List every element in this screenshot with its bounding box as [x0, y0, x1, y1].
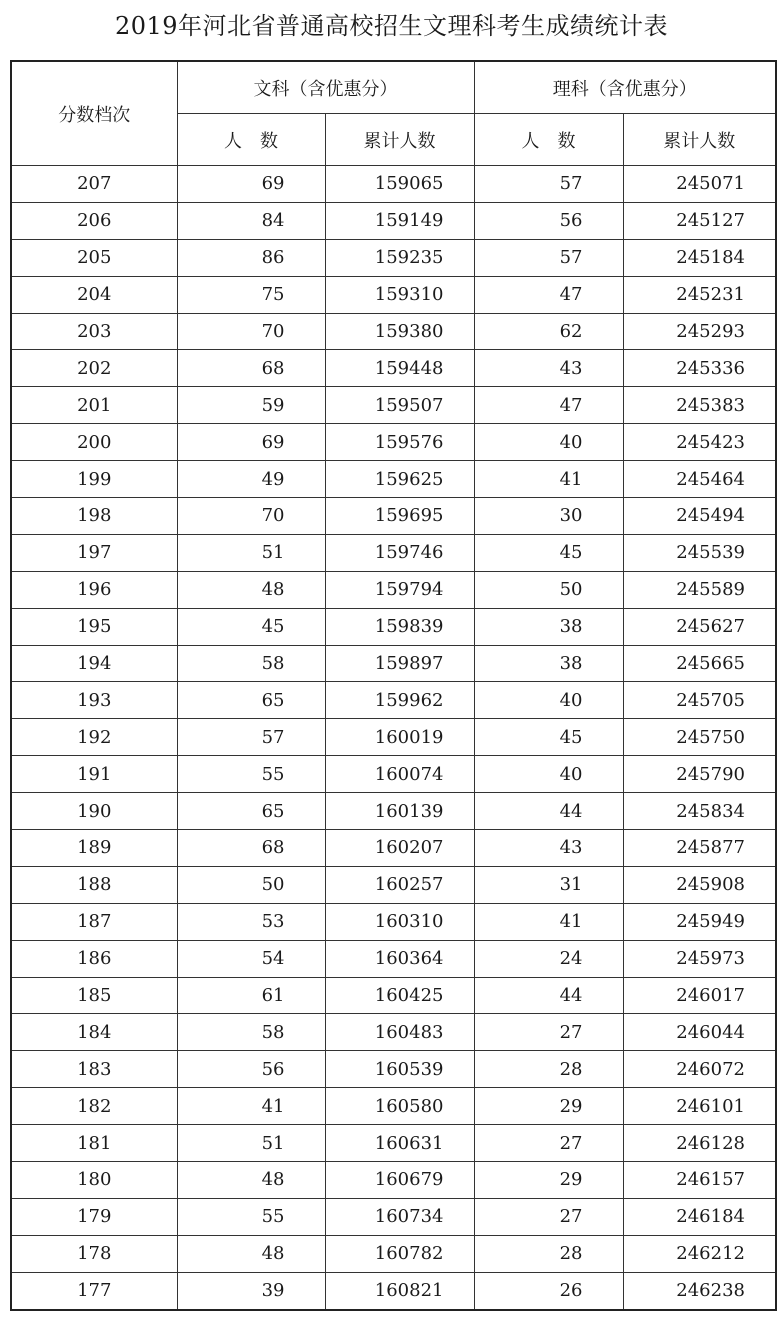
- arts-count-cell: 68: [177, 830, 325, 867]
- table-row: [11, 424, 776, 461]
- science-count-cell: 40: [474, 756, 623, 793]
- arts-count-cell: 65: [177, 793, 325, 830]
- science-count-cell: 43: [474, 830, 623, 867]
- arts-count-cell: 39: [177, 1272, 325, 1309]
- score-cell: 206: [11, 202, 177, 239]
- arts-count-cell: 69: [177, 166, 325, 203]
- score-cell: 190: [11, 793, 177, 830]
- science-count-cell: 29: [474, 1162, 623, 1199]
- arts-cumulative-cell: 159507: [325, 387, 474, 424]
- science-cumulative-cell: 245908: [623, 866, 776, 903]
- science-cumulative-cell: 245589: [623, 571, 776, 608]
- science-count-cell: 27: [474, 1125, 623, 1162]
- arts-count-cell: 48: [177, 1162, 325, 1199]
- science-cumulative-cell: 246212: [623, 1235, 776, 1272]
- science-cumulative-cell: 246072: [623, 1051, 776, 1088]
- science-cumulative-cell: 245231: [623, 276, 776, 313]
- science-count-cell: 50: [474, 571, 623, 608]
- arts-count-cell: 55: [177, 1198, 325, 1235]
- science-count-cell: 40: [474, 682, 623, 719]
- score-cell: 181: [11, 1125, 177, 1162]
- arts-cumulative-cell: 160019: [325, 719, 474, 756]
- science-count-cell: 57: [474, 166, 623, 203]
- score-cell: 200: [11, 424, 177, 461]
- science-cumulative-cell: 245790: [623, 756, 776, 793]
- score-cell: 188: [11, 866, 177, 903]
- score-cell: 205: [11, 239, 177, 276]
- arts-count-cell: 55: [177, 756, 325, 793]
- science-count-cell: 24: [474, 940, 623, 977]
- table-row: [11, 1198, 776, 1235]
- arts-count-cell: 70: [177, 313, 325, 350]
- science-count-cell: 47: [474, 276, 623, 313]
- arts-cumulative-cell: 159380: [325, 313, 474, 350]
- science-count-cell: 45: [474, 534, 623, 571]
- arts-count-cell: 68: [177, 350, 325, 387]
- score-cell: 189: [11, 830, 177, 867]
- score-cell: 182: [11, 1088, 177, 1125]
- science-cumulative-cell: 245949: [623, 903, 776, 940]
- score-cell: 191: [11, 756, 177, 793]
- table-row: [11, 350, 776, 387]
- arts-cumulative-cell: 159625: [325, 461, 474, 498]
- science-count-header: 人 数: [474, 114, 623, 166]
- science-cumulative-cell: 245184: [623, 239, 776, 276]
- science-cumulative-cell: 245071: [623, 166, 776, 203]
- score-cell: 194: [11, 645, 177, 682]
- science-group-header: 理科（含优惠分）: [474, 61, 776, 114]
- arts-cumulative-cell: 160310: [325, 903, 474, 940]
- score-cell: 199: [11, 461, 177, 498]
- arts-count-cell: 56: [177, 1051, 325, 1088]
- science-count-cell: 44: [474, 977, 623, 1014]
- science-count-cell: 27: [474, 1198, 623, 1235]
- arts-cumulative-cell: 160425: [325, 977, 474, 1014]
- arts-count-cell: 75: [177, 276, 325, 313]
- table-row: [11, 830, 776, 867]
- score-cell: 202: [11, 350, 177, 387]
- arts-cumulative-cell: 160539: [325, 1051, 474, 1088]
- arts-cumulative-cell: 159448: [325, 350, 474, 387]
- arts-cumulative-cell: 160821: [325, 1272, 474, 1309]
- science-cumulative-cell: 245705: [623, 682, 776, 719]
- score-cell: 187: [11, 903, 177, 940]
- arts-count-cell: 69: [177, 424, 325, 461]
- arts-count-cell: 51: [177, 534, 325, 571]
- table-row: [11, 1125, 776, 1162]
- science-cumulative-cell: 245627: [623, 608, 776, 645]
- science-count-cell: 62: [474, 313, 623, 350]
- table-row: [11, 1235, 776, 1272]
- science-count-cell: 56: [474, 202, 623, 239]
- header-row-group: [11, 61, 776, 114]
- score-cell: 178: [11, 1235, 177, 1272]
- science-count-cell: 30: [474, 498, 623, 535]
- science-count-cell: 38: [474, 608, 623, 645]
- score-cell: 204: [11, 276, 177, 313]
- score-cell: 185: [11, 977, 177, 1014]
- score-cell: 203: [11, 313, 177, 350]
- science-cumulative-cell: 246101: [623, 1088, 776, 1125]
- score-cell: 197: [11, 534, 177, 571]
- table-row: [11, 1272, 776, 1309]
- table-row: [11, 903, 776, 940]
- science-cumulative-cell: 245127: [623, 202, 776, 239]
- science-count-cell: 41: [474, 461, 623, 498]
- arts-count-cell: 54: [177, 940, 325, 977]
- table-row: [11, 461, 776, 498]
- arts-count-cell: 84: [177, 202, 325, 239]
- arts-count-cell: 49: [177, 461, 325, 498]
- science-count-cell: 28: [474, 1051, 623, 1088]
- arts-count-cell: 45: [177, 608, 325, 645]
- arts-cumulative-cell: 159576: [325, 424, 474, 461]
- arts-count-cell: 50: [177, 866, 325, 903]
- score-cell: 195: [11, 608, 177, 645]
- arts-cumulative-cell: 160074: [325, 756, 474, 793]
- arts-count-cell: 59: [177, 387, 325, 424]
- score-cell: 184: [11, 1014, 177, 1051]
- score-cell: 201: [11, 387, 177, 424]
- table-row: [11, 1051, 776, 1088]
- science-count-cell: 40: [474, 424, 623, 461]
- science-cumulative-cell: 245423: [623, 424, 776, 461]
- science-cumulative-cell: 245336: [623, 350, 776, 387]
- arts-cumulative-cell: 160580: [325, 1088, 474, 1125]
- science-count-cell: 45: [474, 719, 623, 756]
- arts-cumulative-cell: 159235: [325, 239, 474, 276]
- arts-count-cell: 51: [177, 1125, 325, 1162]
- table-row: [11, 608, 776, 645]
- table-row: [11, 1162, 776, 1199]
- science-cumulative-cell: 245293: [623, 313, 776, 350]
- arts-count-cell: 57: [177, 719, 325, 756]
- arts-count-cell: 65: [177, 682, 325, 719]
- arts-count-cell: 48: [177, 1235, 325, 1272]
- science-cumulative-cell: 246128: [623, 1125, 776, 1162]
- arts-cumulative-cell: 159149: [325, 202, 474, 239]
- table-row: [11, 719, 776, 756]
- table-row: [11, 1014, 776, 1051]
- science-cumulative-cell: 246238: [623, 1272, 776, 1309]
- table-row: [11, 866, 776, 903]
- science-count-cell: 47: [474, 387, 623, 424]
- table-row: [11, 1088, 776, 1125]
- arts-count-cell: 70: [177, 498, 325, 535]
- table-row: [11, 387, 776, 424]
- science-cumulative-cell: 246157: [623, 1162, 776, 1199]
- science-cumulative-cell: 245383: [623, 387, 776, 424]
- science-cumulative-cell: 246044: [623, 1014, 776, 1051]
- science-cumulative-cell: 245665: [623, 645, 776, 682]
- score-table: [10, 60, 777, 1311]
- score-cell: 192: [11, 719, 177, 756]
- science-cumulative-cell: 245834: [623, 793, 776, 830]
- table-row: [11, 756, 776, 793]
- arts-count-cell: 58: [177, 645, 325, 682]
- science-count-cell: 29: [474, 1088, 623, 1125]
- table-row: [11, 202, 776, 239]
- arts-count-cell: 58: [177, 1014, 325, 1051]
- arts-cumulative-cell: 160679: [325, 1162, 474, 1199]
- science-cumulative-cell: 245750: [623, 719, 776, 756]
- score-cell: 186: [11, 940, 177, 977]
- score-cell: 196: [11, 571, 177, 608]
- arts-cumulative-cell: 159897: [325, 645, 474, 682]
- arts-count-cell: 61: [177, 977, 325, 1014]
- score-cell: 179: [11, 1198, 177, 1235]
- table-row: [11, 940, 776, 977]
- science-count-cell: 27: [474, 1014, 623, 1051]
- science-count-cell: 38: [474, 645, 623, 682]
- score-cell: 183: [11, 1051, 177, 1088]
- score-column-header: 分数档次: [11, 61, 177, 166]
- arts-cumulative-cell: 160139: [325, 793, 474, 830]
- table-row: [11, 498, 776, 535]
- page-title: 2019年河北省普通高校招生文理科考生成绩统计表: [114, 12, 669, 40]
- science-count-cell: 41: [474, 903, 623, 940]
- arts-count-cell: 53: [177, 903, 325, 940]
- science-count-cell: 44: [474, 793, 623, 830]
- table-row: [11, 645, 776, 682]
- score-cell: 193: [11, 682, 177, 719]
- arts-group-header: 文科（含优惠分）: [177, 61, 474, 114]
- table-row: [11, 276, 776, 313]
- science-cumulative-cell: 246184: [623, 1198, 776, 1235]
- table-row: [11, 682, 776, 719]
- arts-cumulative-cell: 160257: [325, 866, 474, 903]
- score-cell: 180: [11, 1162, 177, 1199]
- table-row: [11, 313, 776, 350]
- table-row: [11, 534, 776, 571]
- science-cumulative-cell: 245973: [623, 940, 776, 977]
- science-cumulative-cell: 245539: [623, 534, 776, 571]
- arts-count-cell: 86: [177, 239, 325, 276]
- table-row: [11, 793, 776, 830]
- table-row: [11, 977, 776, 1014]
- table-row: [11, 239, 776, 276]
- score-cell: 198: [11, 498, 177, 535]
- arts-cumulative-cell: 159695: [325, 498, 474, 535]
- science-cumulative-cell: 245494: [623, 498, 776, 535]
- science-count-cell: 57: [474, 239, 623, 276]
- arts-cumulative-cell: 159839: [325, 608, 474, 645]
- arts-count-header: 人 数: [177, 114, 325, 166]
- arts-count-cell: 41: [177, 1088, 325, 1125]
- science-count-cell: 43: [474, 350, 623, 387]
- arts-cumulative-cell: 160782: [325, 1235, 474, 1272]
- science-count-cell: 28: [474, 1235, 623, 1272]
- science-count-cell: 31: [474, 866, 623, 903]
- arts-cumulative-cell: 160734: [325, 1198, 474, 1235]
- arts-cumulative-cell: 159962: [325, 682, 474, 719]
- arts-cumulative-cell: 159794: [325, 571, 474, 608]
- arts-cumulative-cell: 160483: [325, 1014, 474, 1051]
- science-cumulative-cell: 245464: [623, 461, 776, 498]
- table-body: [11, 166, 776, 1310]
- score-cell: 207: [11, 166, 177, 203]
- arts-cumulative-cell: 159746: [325, 534, 474, 571]
- science-count-cell: 26: [474, 1272, 623, 1309]
- science-cumulative-header: 累计人数: [623, 114, 776, 166]
- science-cumulative-cell: 246017: [623, 977, 776, 1014]
- arts-cumulative-cell: 160364: [325, 940, 474, 977]
- score-cell: 177: [11, 1272, 177, 1309]
- arts-cumulative-cell: 159310: [325, 276, 474, 313]
- science-cumulative-cell: 245877: [623, 830, 776, 867]
- arts-cumulative-cell: 160631: [325, 1125, 474, 1162]
- table-row: [11, 166, 776, 203]
- arts-cumulative-cell: 159065: [325, 166, 474, 203]
- arts-count-cell: 48: [177, 571, 325, 608]
- arts-cumulative-header: 累计人数: [325, 114, 474, 166]
- table-row: [11, 571, 776, 608]
- arts-cumulative-cell: 160207: [325, 830, 474, 867]
